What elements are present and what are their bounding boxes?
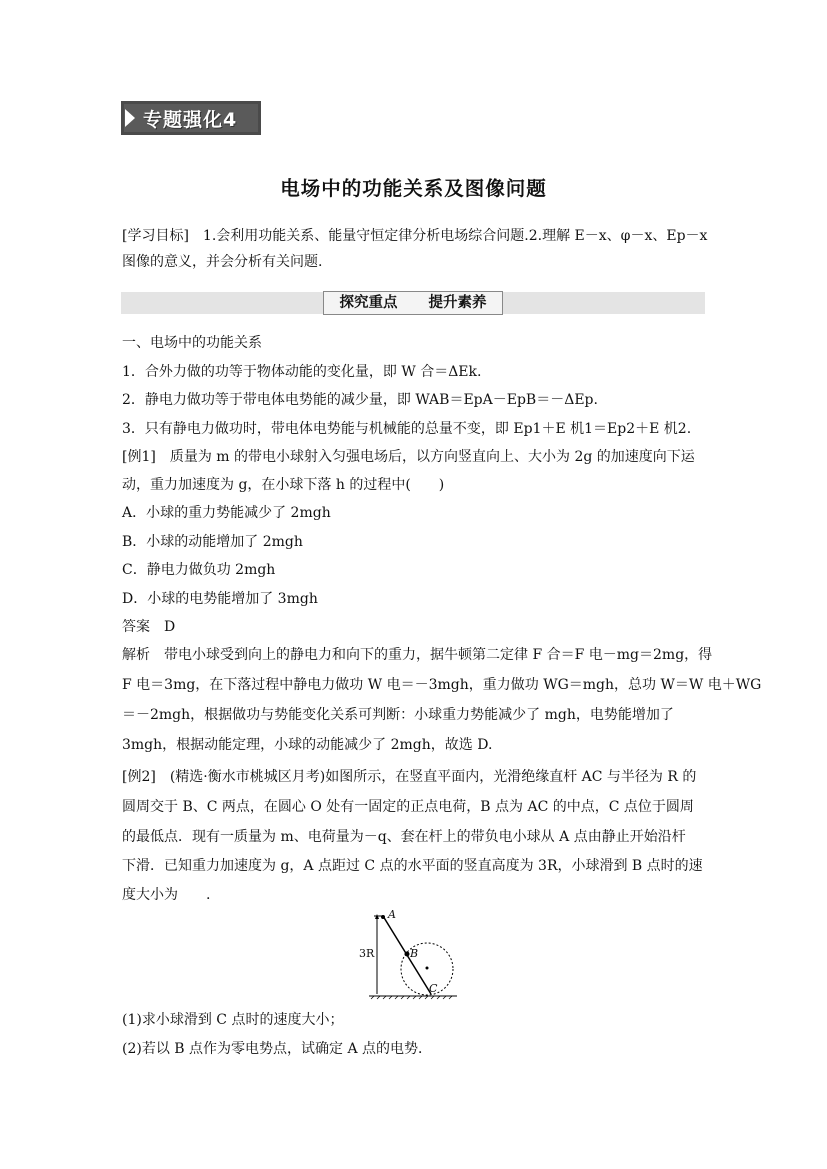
section-bar-left: 探究重点: [339, 295, 398, 311]
example1-option-d: D．小球的电势能增加了 3mgh: [122, 591, 318, 607]
learning-goal-line-1: [学习目标] 1.会利用功能关系、能量守恒定律分析电场综合问题.2.理解 E－x、φ－x、Ep－x: [122, 228, 708, 244]
example1-option-a: A．小球的重力势能减少了 2mgh: [122, 505, 331, 521]
section-bar-right: 提升素养: [428, 295, 487, 311]
section-bar-label: [323, 291, 503, 315]
circle-rod-figure: [359, 908, 465, 1000]
label-c: C: [429, 982, 438, 995]
label-height: 3R: [359, 947, 375, 960]
section-bar: [121, 292, 705, 314]
example1-analysis-3: ＝－2mgh，根据做功与势能变化关系可判断：小球重力势能减少了 mgh，电势能增加了: [122, 707, 674, 723]
example1-analysis-4: 3mgh，根据动能定理，小球的动能减少了 2mgh，故选 D.: [122, 737, 493, 753]
example1-line-2: 动，重力加速度为 g，在小球下落 h 的过程中( ): [122, 477, 445, 493]
example1-option-b: B．小球的动能增加了 2mgh: [122, 534, 303, 550]
example1-analysis-1: 解析 带电小球受到向上的静电力和向下的重力，据牛顿第二定律 F 合＝F 电－mg＝2mg，得: [122, 647, 713, 663]
point-a: [381, 915, 385, 919]
charge-o: [426, 967, 429, 970]
learning-goal-line-2: 图像的意义，并会分析有关问题.: [122, 254, 323, 270]
part1-heading: 一、电场中的功能关系: [122, 335, 262, 351]
example2-question-1: (1)求小球滑到 C 点时的速度大小；: [122, 1012, 344, 1028]
page-title: 电场中的功能关系及图像问题: [280, 177, 547, 200]
example1-option-c: C．静电力做负功 2mgh: [122, 562, 276, 578]
label-b: B: [410, 947, 419, 960]
example2-line-1: [例2] (精选·衡水市桃城区月考)如图所示，在竖直平面内，光滑绝缘直杆 AC 与半径为 R 的: [122, 769, 697, 785]
section-banner: [121, 101, 261, 135]
example2-line-3: 的最低点．现有一质量为 m、电荷量为－q、套在杆上的带负电小球从 A 点由静止开始沿杆: [122, 829, 686, 845]
part1-point-3: 3．只有静电力做功时，带电体电势能与机械能的总量不变，即 Ep1＋E 机1＝Ep2＋E 机2.: [122, 421, 692, 437]
example2-line-5: 度大小为 .: [122, 887, 211, 903]
example2-line-4: 下滑．已知重力加速度为 g，A 点距过 C 点的水平面的竖直高度为 3R，小球滑到 B 点时的速: [122, 858, 703, 874]
part1-point-2: 2．静电力做功等于带电体电势能的减少量，即 WAB＝EpA－EpB＝－ΔEp.: [122, 392, 598, 408]
point-b: [405, 952, 410, 957]
example1-line-1: [例1] 质量为 m 的带电小球射入匀强电场后，以方向竖直向上、大小为 2g 的加速度向下运: [122, 449, 695, 465]
label-a: A: [388, 908, 396, 921]
example2-question-2: (2)若以 B 点作为零电势点，试确定 A 点的电势．: [122, 1041, 433, 1057]
example2-line-2: 圆周交于 B、C 两点，在圆心 O 处有一固定的正点电荷，B 点为 AC 的中点，C 点位于圆周: [122, 799, 694, 815]
example1-answer: 答案 D: [122, 619, 176, 635]
banner-label: 专题强化4: [143, 109, 238, 131]
example1-analysis-2: F 电＝3mg，在下落过程中静电力做功 W 电＝－3mgh，重力做功 WG＝mgh，总功 W＝W 电＋WG: [122, 677, 762, 693]
part1-point-1: 1．合外力做的功等于物体动能的变化量，即 W 合＝ΔEk.: [122, 364, 482, 380]
